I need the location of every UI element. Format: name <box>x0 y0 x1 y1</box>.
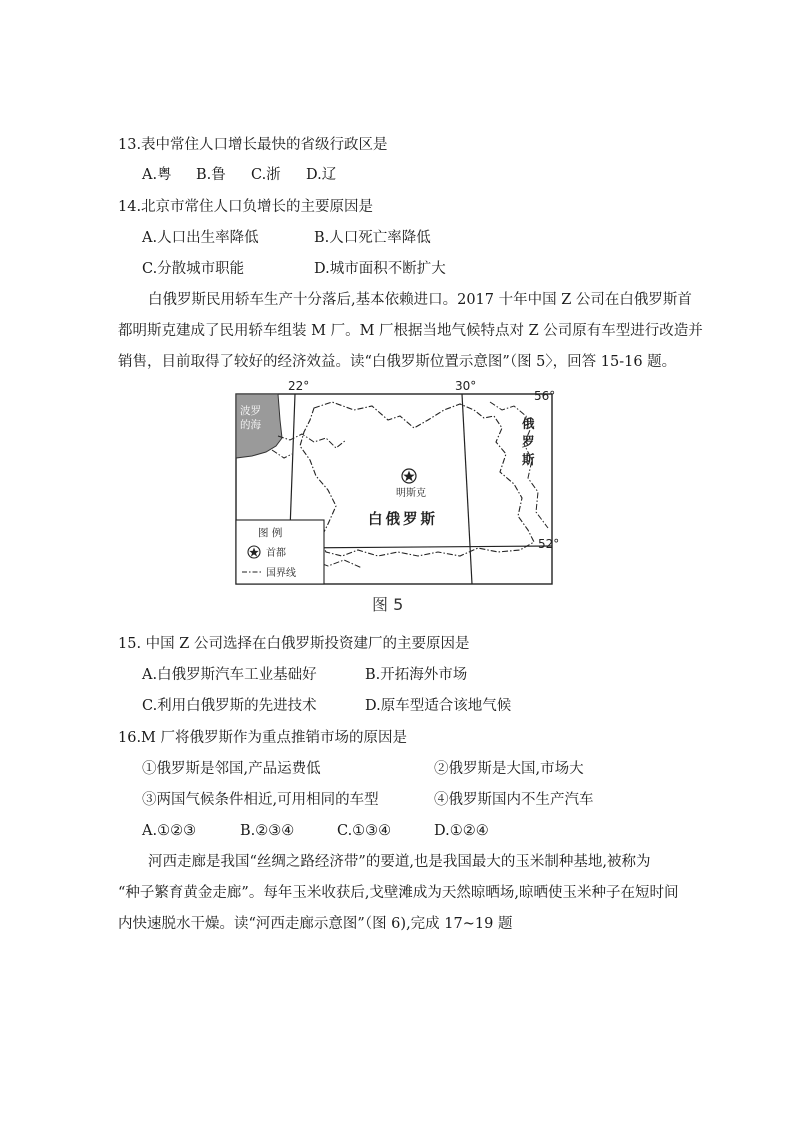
q16-statement-1: ①俄罗斯是邻国,产品运费低 <box>142 761 321 777</box>
latitude-52-label: 52° <box>538 537 560 551</box>
minsk-capital-icon <box>402 469 416 483</box>
q15-option-d[interactable]: D.原车型适合该地气候 <box>365 698 512 714</box>
longitude-22-label: 22° <box>288 379 310 393</box>
q14-option-c[interactable]: C.分散城市职能 <box>142 261 245 277</box>
q16-statement-4: ④俄罗斯国内不生产汽车 <box>434 792 594 808</box>
q15-option-c[interactable]: C.利用白俄罗斯的先进技术 <box>142 698 317 714</box>
q16-option-a[interactable]: A.①②③ <box>142 823 197 839</box>
q16-option-b[interactable]: B.②③④ <box>240 823 295 839</box>
q13-option-c[interactable]: C.浙 <box>251 167 281 183</box>
legend-title: 图 例 <box>258 527 283 539</box>
question-15-stem: 15. 中国 Z 公司选择在白俄罗斯投资建厂的主要原因是 <box>118 636 470 652</box>
passage-1-line-2: 都明斯克建成了民用轿车组装 M 厂。M 厂根据当地气候特点对 Z 公司原有车型进行改造并 <box>118 323 703 339</box>
question-13-stem: 13.表中常住人口增长最快的省级行政区是 <box>118 137 388 153</box>
russia-label-2: 罗 <box>522 434 535 449</box>
passage-2-line-1: 河西走廊是我国“丝绸之路经济带”的要道,也是我国最大的玉米制种基地,被称为 <box>148 854 651 870</box>
russia-label-1: 俄 <box>522 416 535 431</box>
q13-option-b[interactable]: B.鲁 <box>196 167 226 183</box>
q15-option-b[interactable]: B.开拓海外市场 <box>365 667 468 683</box>
q16-statement-3: ③两国气候条件相近,可用相同的车型 <box>142 792 379 808</box>
q16-option-d[interactable]: D.①②④ <box>434 823 489 839</box>
q14-option-d[interactable]: D.城市面积不断扩大 <box>314 261 446 277</box>
legend-border-label: 国界线 <box>266 568 296 579</box>
legend-capital-icon <box>248 546 260 558</box>
q14-option-a[interactable]: A.人口出生率降低 <box>142 230 259 246</box>
legend-capital-label: 首都 <box>266 548 286 559</box>
question-14-stem: 14.北京市常住人口负增长的主要原因是 <box>118 199 374 215</box>
country-label: 白俄罗斯 <box>368 512 438 528</box>
q14-option-b[interactable]: B.人口死亡率降低 <box>314 230 431 246</box>
passage-1-line-3: 销售，目前取得了较好的经济效益。读“白俄罗斯位置示意图”（图 5〉，回答 15-16 题。 <box>118 354 677 370</box>
passage-2-line-2: “种子繁育黄金走廊”。每年玉米收获后,戈壁滩成为天然晾晒场,晾晒使玉米种子在短时间 <box>118 885 679 901</box>
q16-option-c[interactable]: C.①③④ <box>337 823 392 839</box>
latitude-56-label: 56° <box>534 389 556 403</box>
figure-caption: 图 5 <box>372 595 404 614</box>
q13-option-a[interactable]: A.粤 <box>142 167 172 183</box>
russia-label-3: 斯 <box>522 452 535 467</box>
question-16-stem: 16.M 厂将俄罗斯作为重点推销市场的原因是 <box>118 730 408 746</box>
sea-label-2: 的海 <box>240 419 261 431</box>
q16-statement-2: ②俄罗斯是大国,市场大 <box>434 761 584 777</box>
capital-label: 明斯克 <box>396 488 426 499</box>
sea-label-1: 波罗 <box>240 405 261 417</box>
longitude-30-label: 30° <box>455 379 477 393</box>
belarus-location-map <box>232 379 560 620</box>
passage-2-line-3: 内快速脱水干燥。读“河西走廊示意图”（图 6),完成 17~19 题 <box>118 916 513 932</box>
q13-option-d[interactable]: D.辽 <box>306 167 337 183</box>
passage-1-line-1: 白俄罗斯民用轿车生产十分落后,基本依赖进口。2017 十年中国 Z 公司在白俄罗斯首 <box>148 292 692 308</box>
q15-option-a[interactable]: A.白俄罗斯汽车工业基础好 <box>142 667 317 683</box>
